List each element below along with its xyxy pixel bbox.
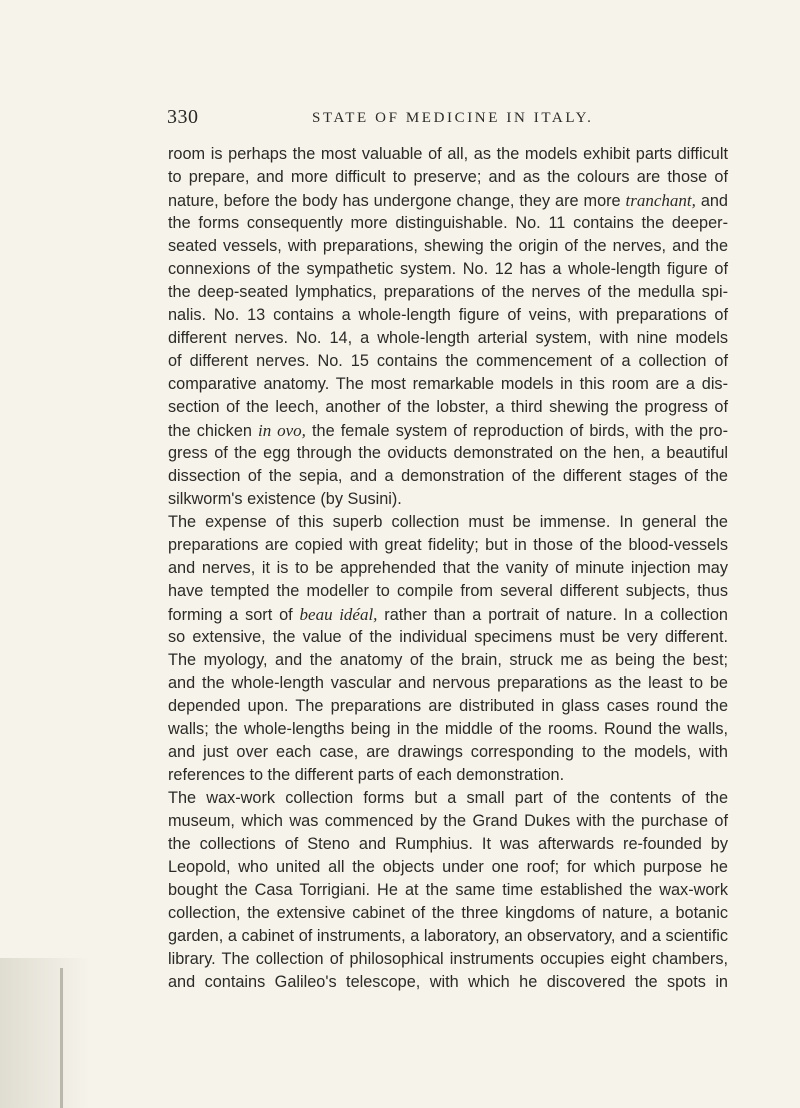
text-run: dissection of the sepia, and a demonstration of the different stages of the xyxy=(168,467,728,485)
text-line xyxy=(168,718,728,741)
text-run: the forms consequently more distinguishable. No. 11 contains the deeper- xyxy=(168,214,728,232)
text-line xyxy=(168,212,728,235)
running-title: STATE OF MEDICINE IN ITALY. xyxy=(312,110,594,126)
text-line xyxy=(168,534,728,557)
text-run: have tempted the modeller to compile from several different subjects, thus xyxy=(168,582,728,600)
text-line xyxy=(168,350,728,373)
text-line xyxy=(168,511,728,534)
text-line xyxy=(168,833,728,856)
text-line xyxy=(168,741,728,764)
text-run: to prepare, and more difficult to preserve; and as the colours are those of xyxy=(168,168,728,186)
text-line xyxy=(168,856,728,879)
text-run: collection, the extensive cabinet of the three kingdoms of nature, a botanic xyxy=(168,904,728,922)
text-run: the female system of reproduction of birds, with the pro- xyxy=(305,422,728,440)
page-header xyxy=(167,106,727,130)
text-line xyxy=(168,879,728,902)
text-line xyxy=(168,143,728,166)
text-line xyxy=(168,465,728,488)
text-line xyxy=(168,971,728,994)
text-run: seated vessels, with preparations, shewing the origin of the nerves, and the xyxy=(168,237,728,255)
text-line xyxy=(168,442,728,465)
text-run: comparative anatomy. The most remarkable models in this room are a dis- xyxy=(168,375,728,393)
text-run: references to the different parts of each demonstration. xyxy=(168,766,565,784)
text-line xyxy=(168,258,728,281)
text-line xyxy=(168,396,728,419)
text-run: connexions of the sympathetic system. No. 12 has a whole-length figure of xyxy=(168,260,728,278)
text-run: The myology, and the anatomy of the brain, struck me as being the best; xyxy=(168,651,728,669)
text-run: nature, before the body has undergone change, they are more xyxy=(168,192,626,210)
text-run: bought the Casa Torrigiani. He at the same time established the wax-work xyxy=(168,881,728,899)
text-run: different nerves. No. 14, a whole-length arterial system, with nine models xyxy=(168,329,728,347)
text-run: section of the leech, another of the lobster, a third shewing the progress of xyxy=(168,398,728,416)
text-run: and just over each case, are drawings corresponding to the models, with xyxy=(168,743,728,761)
text-run: the collections of Steno and Rumphius. It was afterwards re-founded by xyxy=(168,835,728,853)
text-run: library. The collection of philosophical instruments occupies eight chambers, xyxy=(168,950,728,968)
text-line xyxy=(168,327,728,350)
text-run: Leopold, who united all the objects under one roof; for which purpose he xyxy=(168,858,728,876)
text-run: forming a sort of xyxy=(168,606,300,624)
text-run: so extensive, the value of the individual specimens must be very different. xyxy=(168,628,728,646)
text-line xyxy=(168,626,728,649)
text-line xyxy=(168,557,728,580)
text-run: depended upon. The preparations are distributed in glass cases round the xyxy=(168,697,728,715)
text-line xyxy=(168,810,728,833)
text-run: and contains Galileo's telescope, with which he discovered the spots in xyxy=(168,973,728,991)
text-line xyxy=(168,419,728,442)
text-line xyxy=(168,235,728,258)
text-line xyxy=(168,189,728,212)
text-line xyxy=(168,373,728,396)
text-line xyxy=(168,902,728,925)
body-text xyxy=(168,143,728,994)
italic-text-run: in ovo, xyxy=(258,421,306,440)
text-line xyxy=(168,787,728,810)
text-run: room is perhaps the most valuable of all, as the models exhibit parts difficult xyxy=(168,145,728,163)
text-line xyxy=(168,281,728,304)
text-line xyxy=(168,948,728,971)
text-run: gress of the egg through the oviducts demonstrated on the hen, a beautiful xyxy=(168,444,728,462)
text-line xyxy=(168,925,728,948)
text-run: preparations are copied with great fidelity; but in those of the blood-vessels xyxy=(168,536,728,554)
text-run: The wax-work collection forms but a small part of the contents of the xyxy=(168,789,728,807)
text-run: the chicken xyxy=(168,422,259,440)
text-line xyxy=(168,695,728,718)
text-run: garden, a cabinet of instruments, a laboratory, an observatory, and a scientific xyxy=(168,927,728,945)
text-line xyxy=(168,672,728,695)
text-run: and nerves, it is to be apprehended that the vanity of minute injection may xyxy=(168,559,728,577)
text-run: the deep-seated lymphatics, preparations of the nerves of the medulla spi- xyxy=(168,283,728,301)
page-number: 330 xyxy=(167,106,199,128)
text-run: rather than a portrait of nature. In a collection xyxy=(377,606,728,624)
text-run: silkworm's existence (by Susini). xyxy=(168,490,402,508)
text-line xyxy=(168,649,728,672)
text-line xyxy=(168,304,728,327)
text-run: walls; the whole-lengths being in the middle of the rooms. Round the walls, xyxy=(168,720,728,738)
text-run: and xyxy=(695,192,728,210)
italic-text-run: tranchant, xyxy=(625,191,696,210)
text-run: of different nerves. No. 15 contains the commencement of a collection of xyxy=(168,352,728,370)
text-line xyxy=(168,488,728,511)
text-line xyxy=(168,580,728,603)
page-edge-line xyxy=(60,968,63,1108)
text-run: and the whole-length vascular and nervous preparations as the least to be xyxy=(168,674,728,692)
text-line xyxy=(168,603,728,626)
text-run: museum, which was commenced by the Grand Dukes with the purchase of xyxy=(168,812,728,830)
text-run: nalis. No. 13 contains a whole-length figure of veins, with preparations of xyxy=(168,306,728,324)
page-edge-shadow xyxy=(0,958,90,1108)
text-run: The expense of this superb collection must be immense. In general the xyxy=(168,513,728,531)
text-line xyxy=(168,764,728,787)
text-line xyxy=(168,166,728,189)
italic-text-run: beau idéal, xyxy=(299,605,378,624)
